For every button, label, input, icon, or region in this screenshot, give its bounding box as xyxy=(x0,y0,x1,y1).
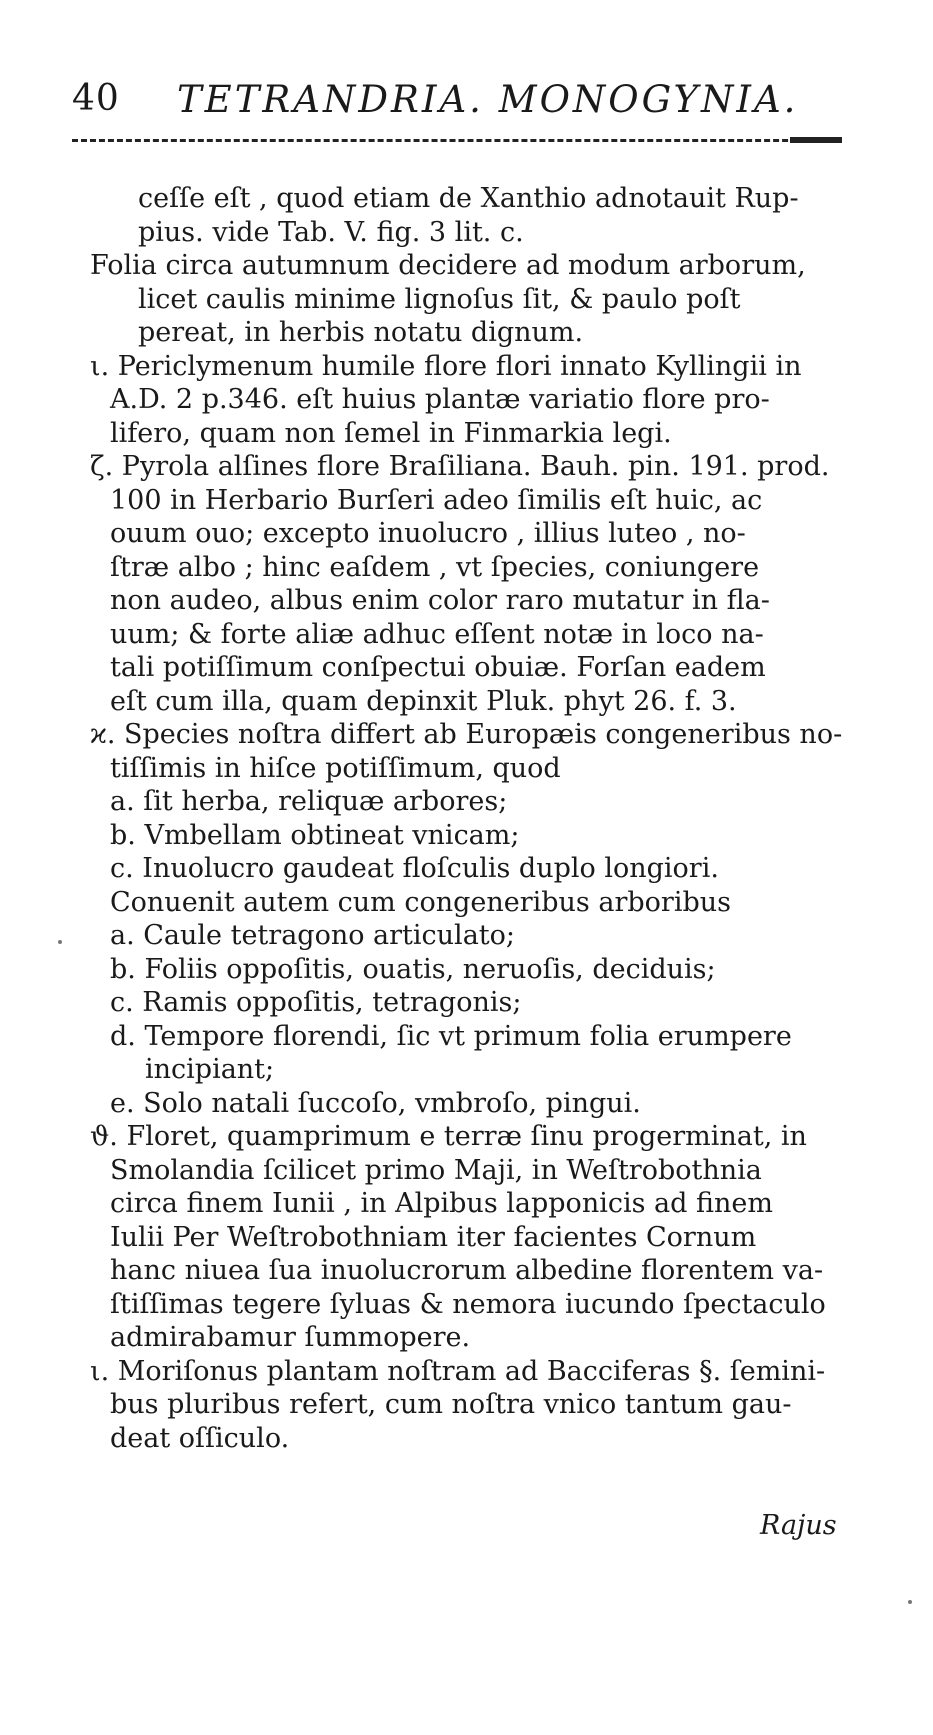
list-item: c. Inuolucro gaudeat floſculis duplo longiori. xyxy=(110,853,719,884)
text-line: pius. vide Tab. V. fig. 3 lit. c. xyxy=(138,216,524,248)
text-line: bus pluribus refert, cum noſtra vnico tantum gau- xyxy=(110,1389,792,1420)
page-number: 40 xyxy=(72,78,120,119)
ink-speck xyxy=(908,1600,912,1604)
text-line: Folia circa autumnum decidere ad modum arborum, xyxy=(90,250,806,281)
list-item: c. Ramis oppoſitis, tetragonis; xyxy=(110,987,522,1018)
page-body xyxy=(90,182,850,1455)
header-rule xyxy=(72,139,842,142)
text-line: ſtiſſimas tegere ſyluas & nemora iucundo ſpectaculo xyxy=(110,1288,826,1320)
text-line: admirabamur ſummopere. xyxy=(110,1322,471,1353)
list-item: a. ſit herba, reliquæ arbores; xyxy=(110,786,508,817)
text-line: circa finem Iunii , in Alpibus lapponicis ad finem xyxy=(110,1188,773,1219)
list-item: e. Solo natali ſuccoſo, vmbroſo, pingui. xyxy=(110,1087,641,1119)
text-line: tiſſimis in hiſce potiſſimum, quod xyxy=(110,752,561,784)
text-line: non audeo, albus enim color raro mutatur in fla- xyxy=(110,585,770,616)
text-line: ζ. Pyrola alſines flore Braſiliana. Bauh. pin. 191. prod. xyxy=(90,451,830,482)
text-line: eſt cum illa, quam depinxit Pluk. phyt 26. f. 3. xyxy=(110,685,737,717)
page-header xyxy=(72,78,852,130)
text-line: Smolandia ſcilicet primo Maji, in Weſtrobothnia xyxy=(110,1154,762,1186)
list-item: d. Tempore florendi, ſic vt primum folia erumpere xyxy=(110,1020,792,1052)
list-item: b. Vmbellam obtineat vnicam; xyxy=(110,819,520,851)
text-line: ϑ. Floret, quamprimum e terræ ſinu progerminat, in xyxy=(90,1121,807,1152)
text-line: A.D. 2 p.346. eſt huius plantæ variatio flore pro- xyxy=(110,384,770,415)
text-line: licet caulis minime lignoſus ſit, & paulo poſt xyxy=(138,283,741,315)
header-rule-end xyxy=(790,137,842,143)
text-line: pereat, in herbis notatu dignum. xyxy=(138,317,584,348)
text-line: uum; & forte aliæ adhuc eſſent notæ in loco na- xyxy=(110,618,764,650)
list-item: b. Foliis oppoſitis, ouatis, neruoſis, deciduis; xyxy=(110,953,716,985)
catchword: Rajus xyxy=(760,1510,837,1541)
text-line: ouum ouo; excepto inuolucro , illius luteo , no- xyxy=(110,518,746,549)
text-line: hanc niuea ſua inuolucrorum albedine florentem va- xyxy=(110,1255,824,1286)
text-line: ceſſe eſt , quod etiam de Xanthio adnotauit Rup- xyxy=(138,183,799,214)
text-line: ϰ. Species noſtra differt ab Europæis congeneribus no- xyxy=(90,719,843,750)
text-line: lifero, quam non ſemel in Finmarkia legi. xyxy=(110,417,672,449)
text-line: ι. Moriſonus plantam noſtram ad Bacciferas §. ſemini- xyxy=(90,1355,826,1387)
text-line: deat oſſiculo. xyxy=(110,1422,290,1454)
text-line: 100 in Herbario Burſeri adeo ſimilis eſt huic, ac xyxy=(110,484,763,516)
list-item: a. Caule tetragono articulato; xyxy=(110,920,515,951)
running-head: TETRANDRIA. MONOGYNIA. xyxy=(177,78,799,121)
text-line: incipiant; xyxy=(145,1054,275,1085)
text-line: Conuenit autem cum congeneribus arboribus xyxy=(110,886,731,918)
text-line: Iulii Per Weſtrobothniam iter facientes Cornum xyxy=(110,1221,757,1253)
text-line: ſtræ albo ; hinc eaſdem , vt ſpecies, coniungere xyxy=(110,551,760,583)
text-line: ι. Periclymenum humile flore flori innato Kyllingii in xyxy=(90,350,802,382)
text-line: tali potiſſimum conſpectui obuiæ. Forſan eadem xyxy=(110,652,766,683)
ink-speck xyxy=(58,940,62,944)
